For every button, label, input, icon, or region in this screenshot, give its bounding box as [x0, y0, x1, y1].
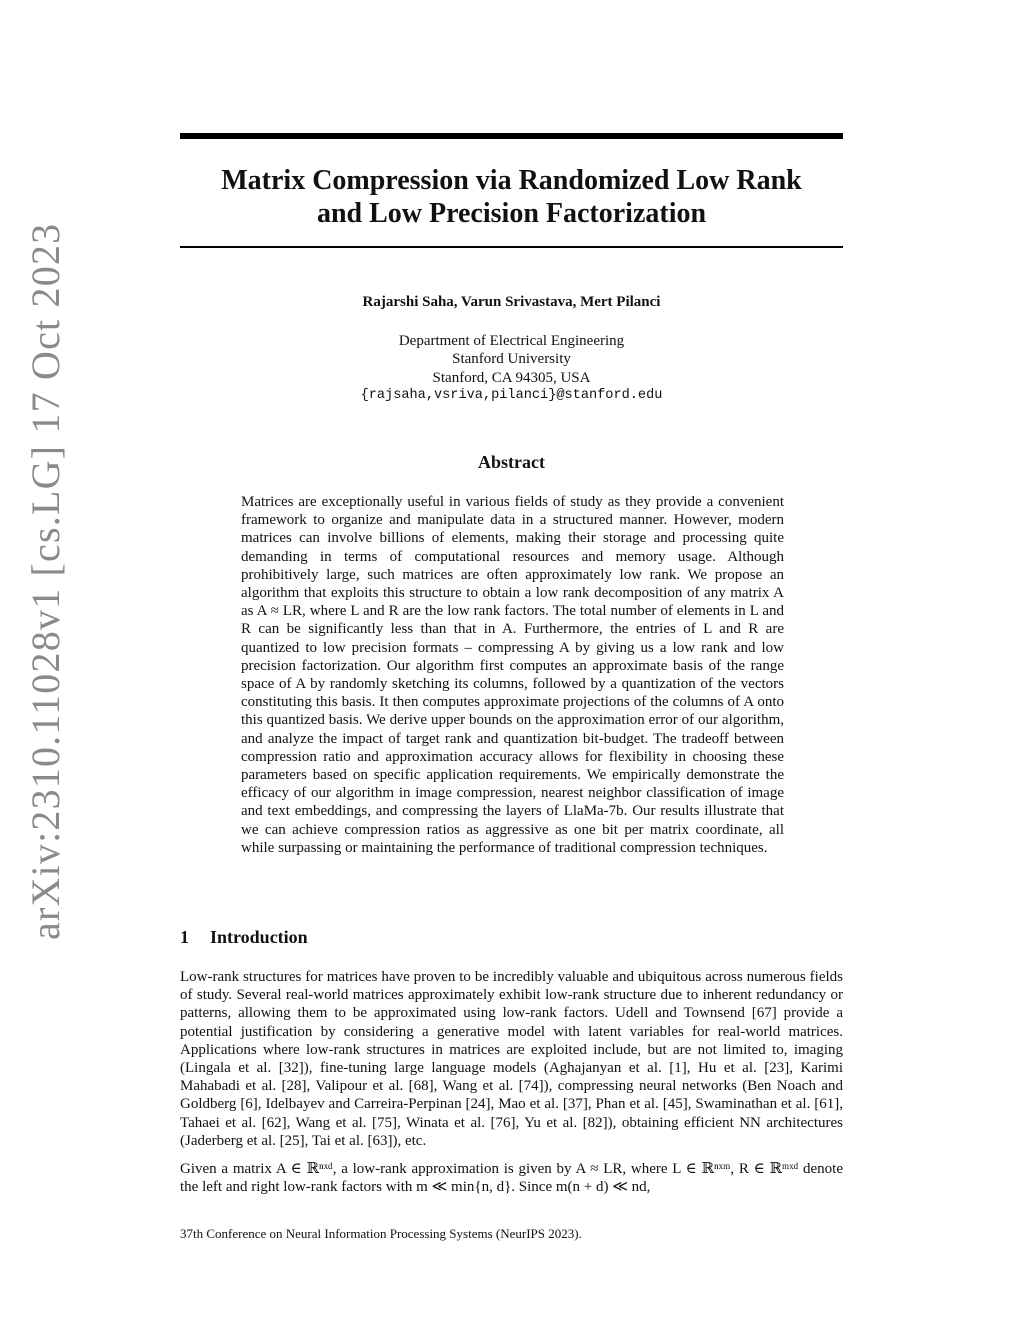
authors: Rajarshi Saha, Varun Srivastava, Mert Pilanci	[362, 294, 661, 310]
abstract-heading: Abstract	[478, 452, 545, 472]
affiliation-email[interactable]: {rajsaha,vsriva,pilanci}@stanford.edu	[360, 388, 663, 404]
conference-footnote: 37th Conference on Neural Information Processing Systems (NeurIPS 2023).	[180, 1226, 582, 1241]
title-rule-top	[180, 133, 843, 139]
title-line-1: Matrix Compression via Randomized Low Rank	[221, 165, 802, 196]
intro-paragraph-1: Low-rank structures for matrices have proven to be incredibly valuable and ubiquitous across numerous fields of study. Several real-world matrices approximately exhibit low-rank structure due to inherent redundancy or patterns, allowing them to be approximated using low-rank factors. Udell and Townsend [67] provide a potential justification by considering a generative model with latent variables for real-world matrices. Applications where low-rank structures in matrices are exploited include, but are not limited to, imaging (Lingala et al. [32]), fine-tuning large language models (Aghajanyan et al. [1], Hu et al. [23], Karimi Mahabadi et al. [28], Valipour et al. [68], Wang et al. [74]), compressing neural networks (Ben Noach and Goldberg [6], Idelbayev and Carreira-Perpinan [24], Mao et al. [37], Phan et al. [45], Swaminathan et al. [61], Tahaei et al. [62], Wang et al. [75], Winata et al. [76], Yu et al. [82]), obtaining efficient NN architectures (Jaderberg et al. [25], Tai et al. [63]), etc.	[180, 969, 843, 1149]
affiliation-dept: Department of Electrical Engineering	[398, 333, 625, 349]
affiliation	[180, 332, 843, 406]
title-line-2: and Low Precision Factorization	[316, 198, 707, 229]
affiliation-address: Stanford, CA 94305, USA	[432, 369, 591, 386]
section-heading-introduction	[180, 927, 308, 948]
affiliation-university: Stanford University	[452, 351, 571, 368]
abstract-text: Matrices are exceptionally useful in various fields of study as they provide a convenient framework to organize and manipulate data in a structured manner. However, modern matrices can involve billions of elements, making their storage and processing quite demanding in terms of computational resources and memory usage. Although prohibitively large, such matrices are often approximately low rank. We propose an algorithm that exploits this structure to obtain a low rank decomposition of any matrix A as A ≈ LR, where L and R are the low rank factors. The total number of elements in L and R can be significantly less than that in A. Furthermore, the entries of L and R are quantized to low precision formats – compressing A by giving us a low rank and low precision factorization. Our algorithm first computes an approximate basis of the range space of A by randomly sketching its columns, followed by a quantization of the vectors constituting this basis. It then computes approximate projections of the columns of A onto this quantized basis. We derive upper bounds on the approximation error of our algorithm, and analyze the impact of target rank and quantization bit-budget. The tradeoff between compression ratio and approximation accuracy allows for flexibility in choosing these parameters based on specific application requirements. We empirically demonstrate the efficacy of our algorithm in image compression, nearest neighbor classification of image and text embeddings, and compressing the layers of LlaMa-7b. Our results illustrate that we can achieve compression ratios as aggressive as one bit per matrix coordinate, all while surpassing or maintaining the performance of traditional compression techniques.	[241, 494, 784, 856]
section-title: Introduction	[210, 927, 308, 947]
title-rule-bottom	[180, 246, 843, 248]
intro-paragraph-2: Given a matrix A ∈ ℝⁿˣᵈ, a low-rank approximation is given by A ≈ LR, where L ∈ ℝⁿˣᵐ, R ∈ ℝᵐˣᵈ denote the left and right low-rank factors with m ≪ min{n, d}. Since m(n + d) ≪ nd,	[180, 1161, 843, 1196]
paper-title	[180, 164, 843, 230]
arxiv-identifier: arXiv:2310.11028v1 [cs.LG] 17 Oct 2023	[23, 222, 68, 940]
section-number: 1	[180, 927, 189, 947]
